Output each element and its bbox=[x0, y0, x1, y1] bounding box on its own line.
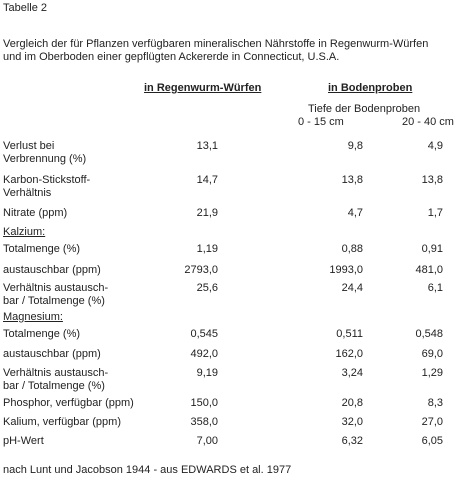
cell-depth-0-15: 162,0 bbox=[335, 348, 363, 360]
cell-worm-casts: 2793,0 bbox=[184, 264, 218, 276]
row-label: Phosphor, verfügbar (ppm) bbox=[3, 397, 134, 409]
caption-line-2: und im Oberboden einer gepflügten Ackererde in Connecticut, U.S.A. bbox=[3, 51, 340, 63]
row-label: Verlust bei bbox=[3, 140, 55, 152]
table-label: Tabelle 2 bbox=[3, 2, 48, 14]
cell-depth-20-40: 6,1 bbox=[427, 282, 443, 294]
cell-worm-casts: 7,00 bbox=[196, 435, 218, 447]
row-label: Totalmenge (%) bbox=[3, 243, 81, 255]
cell-depth-0-15: 1993,0 bbox=[329, 264, 363, 276]
row-label: Kalium, verfügbar (ppm) bbox=[3, 416, 121, 428]
cell-depth-0-15: 9,8 bbox=[347, 140, 363, 152]
cell-worm-casts: 1,19 bbox=[196, 243, 218, 255]
row-label-continued: Verhältnis bbox=[3, 187, 52, 199]
cell-worm-casts: 358,0 bbox=[190, 416, 218, 428]
row-label: austauschbar (ppm) bbox=[3, 348, 101, 360]
row-label-continued: bar / Totalmenge (%) bbox=[3, 380, 105, 392]
cell-depth-20-40: 481,0 bbox=[415, 264, 443, 276]
cell-depth-20-40: 27,0 bbox=[421, 416, 443, 428]
cell-depth-0-15: 24,4 bbox=[341, 282, 363, 294]
cell-worm-casts: 150,0 bbox=[190, 397, 218, 409]
cell-depth-0-15: 0,88 bbox=[341, 243, 363, 255]
cell-depth-20-40: 13,8 bbox=[421, 174, 443, 186]
cell-depth-0-15: 20,8 bbox=[341, 397, 363, 409]
row-label: Totalmenge (%) bbox=[3, 328, 81, 340]
cell-worm-casts: 0,545 bbox=[190, 328, 218, 340]
cell-depth-0-15: 32,0 bbox=[341, 416, 363, 428]
row-label: austauschbar (ppm) bbox=[3, 264, 101, 276]
cell-worm-casts: 14,7 bbox=[196, 174, 218, 186]
header-worm-casts: in Regenwurm-Würfen bbox=[144, 82, 262, 94]
row-label: pH-Wert bbox=[3, 435, 44, 447]
row-label: Verhältnis austausch- bbox=[3, 282, 109, 294]
cell-depth-20-40: 69,0 bbox=[421, 348, 443, 360]
row-label: Nitrate (ppm) bbox=[3, 207, 68, 219]
cell-depth-20-40: 1,29 bbox=[421, 367, 443, 379]
section-heading: Kalzium: bbox=[3, 226, 46, 238]
section-heading: Magnesium: bbox=[3, 311, 63, 323]
cell-depth-0-15: 3,24 bbox=[341, 367, 363, 379]
cell-depth-20-40: 4,9 bbox=[427, 140, 443, 152]
cell-depth-20-40: 1,7 bbox=[427, 207, 443, 219]
row-label-continued: Verbrennung (%) bbox=[3, 153, 87, 165]
cell-worm-casts: 492,0 bbox=[190, 348, 218, 360]
caption-line-1: Vergleich der für Pflanzen verfügbaren mineralischen Nährstoffe in Regenwurm-Würfen bbox=[3, 38, 429, 50]
cell-depth-20-40: 6,05 bbox=[421, 435, 443, 447]
row-label-continued: bar / Totalmenge (%) bbox=[3, 295, 105, 307]
cell-depth-20-40: 8,3 bbox=[427, 397, 443, 409]
cell-worm-casts: 13,1 bbox=[196, 140, 218, 152]
cell-depth-20-40: 0,91 bbox=[421, 243, 443, 255]
header-depth-label: Tiefe der Bodenproben bbox=[308, 103, 421, 115]
cell-depth-0-15: 13,8 bbox=[341, 174, 363, 186]
row-label: Verhältnis austausch- bbox=[3, 367, 109, 379]
cell-worm-casts: 25,6 bbox=[196, 282, 218, 294]
row-label: Karbon-Stickstoff- bbox=[3, 174, 91, 186]
cell-worm-casts: 21,9 bbox=[196, 207, 218, 219]
source-note: nach Lunt und Jacobson 1944 - aus EDWARDS et al. 1977 bbox=[3, 464, 292, 476]
cell-depth-0-15: 6,32 bbox=[341, 435, 363, 447]
header-soil-samples: in Bodenproben bbox=[328, 82, 413, 94]
cell-depth-20-40: 0,548 bbox=[415, 328, 443, 340]
cell-depth-0-15: 4,7 bbox=[347, 207, 363, 219]
header-depth-2: 20 - 40 cm bbox=[402, 116, 454, 128]
cell-depth-0-15: 0,511 bbox=[336, 328, 363, 340]
header-depth-1: 0 - 15 cm bbox=[298, 116, 344, 128]
cell-worm-casts: 9,19 bbox=[196, 367, 218, 379]
